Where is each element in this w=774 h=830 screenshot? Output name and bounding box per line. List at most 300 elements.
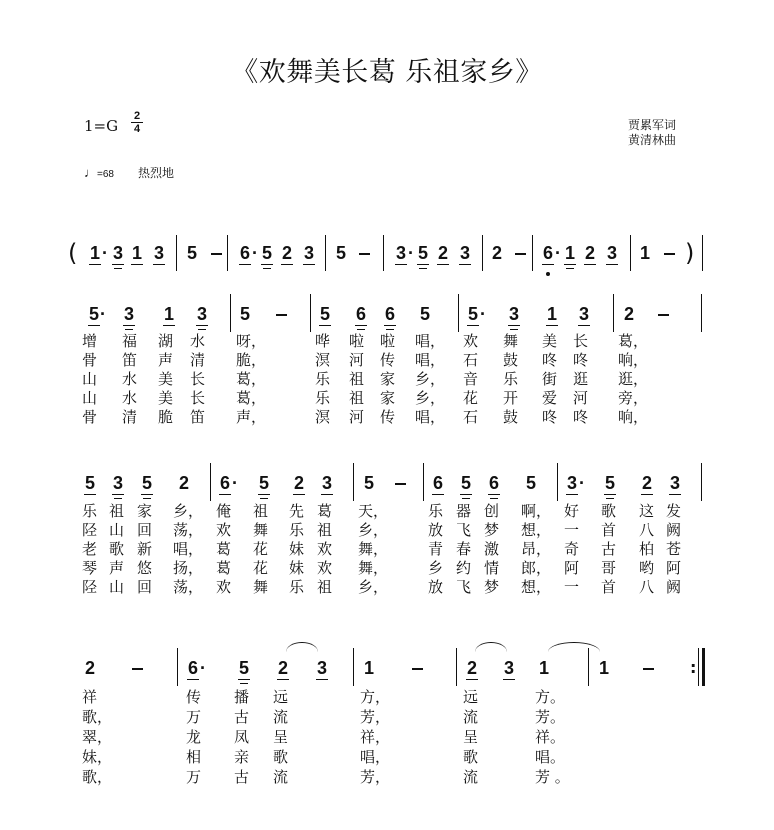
lyric: 脆: [158, 408, 174, 426]
lyric: 俺: [216, 502, 232, 520]
note: 2: [466, 658, 477, 678]
lyric: 响，: [618, 351, 649, 369]
lyric: 乡，: [358, 521, 389, 539]
barline: [532, 235, 533, 271]
lyric: 咚: [573, 351, 589, 369]
lyric: 乐: [315, 370, 331, 388]
lyric: 歌，: [82, 768, 113, 786]
lyric: 情: [484, 559, 500, 577]
lyric: 新: [137, 540, 153, 558]
quarter-note-icon: ♩: [84, 165, 97, 180]
note: 3: [321, 473, 332, 493]
lyric: 相: [186, 748, 202, 766]
lyric: 器: [456, 502, 472, 520]
note: 5: [319, 304, 330, 324]
lyric: 歌: [273, 748, 289, 766]
barline: [557, 463, 558, 501]
lyric: 祖: [317, 578, 333, 596]
lyric: 长: [573, 332, 589, 350]
close-paren: ): [685, 239, 695, 267]
barline: [613, 294, 614, 332]
note: 2: [437, 243, 448, 263]
lyric: 龙: [186, 728, 202, 746]
lyric: 旁，: [618, 389, 649, 407]
repeat-dots: :: [690, 658, 697, 677]
note: 5: [604, 473, 615, 493]
lyric: 河: [349, 351, 365, 369]
lyric: 乡，: [415, 389, 446, 407]
lyric: 欢: [216, 521, 232, 539]
note: 5: [363, 473, 374, 493]
dot: ·: [408, 243, 414, 263]
barline: [701, 463, 702, 501]
lyric: 老: [82, 540, 98, 558]
lyric: 扬，: [173, 559, 204, 577]
lyric: 乐: [289, 521, 305, 539]
lyric: 春: [456, 540, 472, 558]
lyric: 芳，: [360, 708, 391, 726]
lyric: 祥，: [360, 728, 391, 746]
note: 3: [112, 473, 123, 493]
lyric: 葛: [216, 559, 232, 577]
lyric: 溟: [315, 351, 331, 369]
open-paren: (: [68, 239, 78, 267]
lyric: 乐: [315, 389, 331, 407]
lyric: 祥。: [535, 728, 566, 746]
lyric: 唱。: [535, 748, 566, 766]
lyric: 哟: [639, 559, 655, 577]
lyric: 呀，: [236, 332, 267, 350]
barline: [702, 235, 703, 271]
lyric: 芳。: [535, 708, 566, 726]
lyric: 家: [380, 389, 396, 407]
note: 2: [623, 304, 634, 324]
tempo-marking: [84, 165, 114, 180]
note: 5: [258, 473, 269, 493]
barline: [310, 294, 311, 332]
note: 5: [238, 658, 249, 678]
dot: ·: [579, 473, 585, 493]
lyric: 鼓: [503, 351, 519, 369]
note: 3: [508, 304, 519, 324]
lyric: 柏: [639, 540, 655, 558]
lyric: 芳，: [360, 768, 391, 786]
lyric: 苍: [666, 540, 682, 558]
lyric: 流: [463, 768, 479, 786]
score-title: 《欢舞美长葛 乐祖家乡》: [231, 57, 543, 88]
lyric: 传: [380, 408, 396, 426]
lyric: 妹: [289, 540, 305, 558]
barline: [210, 463, 211, 501]
note: 2: [84, 658, 95, 678]
lyric: 万: [186, 708, 202, 726]
note: 3: [112, 243, 123, 263]
lyric: 放: [428, 521, 444, 539]
lyric: 荡，: [173, 521, 204, 539]
lyric: 哗: [315, 332, 331, 350]
lyric: 水: [122, 389, 138, 407]
lyric: 乡: [428, 559, 444, 577]
lyric: 激: [484, 540, 500, 558]
note: 3: [566, 473, 577, 493]
note: 2: [641, 473, 652, 493]
lyric: 唱，: [360, 748, 391, 766]
lyric: 鼓: [503, 408, 519, 426]
lyric: 歌: [463, 748, 479, 766]
note: 5: [467, 304, 478, 324]
barline: [701, 294, 702, 332]
lyric: 万: [186, 768, 202, 786]
note: 3: [578, 304, 589, 324]
lyric: 福: [122, 332, 138, 350]
note: 1: [363, 658, 374, 678]
lyric: 美: [158, 389, 174, 407]
note: 1: [639, 243, 650, 263]
lyric: 歌: [601, 502, 617, 520]
lyric: 奇: [564, 540, 580, 558]
note: 2: [584, 243, 595, 263]
dash: [515, 253, 526, 255]
note: 2: [293, 473, 304, 493]
note: 2: [281, 243, 292, 263]
note: 5: [84, 473, 95, 493]
note: 5: [525, 473, 536, 493]
lyric: 飞: [456, 578, 472, 596]
expression-marking: 热烈地: [138, 166, 175, 180]
lyric: 增: [82, 332, 98, 350]
lyric: 咚: [573, 408, 589, 426]
barline: [325, 235, 326, 271]
time-signature-top: 2: [133, 110, 141, 122]
key-signature: 1=G: [84, 117, 119, 135]
note: 3: [303, 243, 314, 263]
lyric: 笛: [190, 408, 206, 426]
lyric: 祥: [82, 688, 98, 706]
dash: [132, 668, 143, 670]
note: 5: [239, 304, 250, 324]
end-repeat-barline-thick: [702, 648, 705, 686]
lyric: 舞: [253, 521, 269, 539]
lyric: 陉: [82, 578, 98, 596]
lyric: 河: [573, 389, 589, 407]
barline: [353, 648, 354, 686]
lyric: 葛，: [236, 389, 267, 407]
lyric: 响，: [618, 408, 649, 426]
note: 5: [335, 243, 346, 263]
lyric: 呈: [273, 728, 289, 746]
lyric: 舞，: [358, 559, 389, 577]
dot: ·: [102, 243, 108, 263]
lyric: 欢: [216, 578, 232, 596]
dot: ·: [480, 304, 486, 324]
lyric: 欢: [317, 540, 333, 558]
lyric: 美: [158, 370, 174, 388]
lyric: 悠: [137, 559, 153, 577]
lyric: 方。: [535, 688, 566, 706]
lyric: 传: [380, 351, 396, 369]
lyric: 长: [190, 389, 206, 407]
lyric: 回: [137, 578, 153, 596]
tempo-value: =68: [97, 169, 114, 180]
barline: [176, 235, 177, 271]
barline: [383, 235, 384, 271]
dash: [276, 314, 287, 316]
lyric: 爱: [542, 389, 558, 407]
dash: [643, 668, 654, 670]
note-low-octave: 6: [541, 243, 555, 263]
time-signature-bottom: 4: [133, 123, 141, 135]
note: 3: [395, 243, 406, 263]
slur: [286, 642, 318, 652]
lyric: 石: [463, 351, 479, 369]
lyric: 清: [190, 351, 206, 369]
lyric: 远: [463, 688, 479, 706]
lyric: 唱，: [173, 540, 204, 558]
lyric: 阿: [564, 559, 580, 577]
note: 3: [153, 243, 164, 263]
time-signature: [130, 110, 144, 135]
note: 3: [316, 658, 327, 678]
lyric: 八: [639, 521, 655, 539]
note: 1: [538, 658, 549, 678]
lyric: 歌: [109, 540, 125, 558]
lyric: 古: [601, 540, 617, 558]
note: 5: [417, 243, 428, 263]
lyric: 郎，: [521, 559, 552, 577]
lyric: 唱，: [415, 351, 446, 369]
note: 1: [546, 304, 557, 324]
lyric: 唱，: [415, 408, 446, 426]
lyric: 方，: [360, 688, 391, 706]
lyric: 声: [158, 351, 174, 369]
lyric: 乐: [82, 502, 98, 520]
dash: [664, 253, 675, 255]
lyric: 一: [564, 578, 580, 596]
tie: [548, 642, 600, 652]
note: 1: [598, 658, 609, 678]
note: 5: [88, 304, 99, 324]
lyric: 翠，: [82, 728, 113, 746]
lyric: 想，: [521, 521, 552, 539]
barline: [588, 648, 589, 686]
lyric: 欢: [317, 559, 333, 577]
note: 5: [261, 243, 272, 263]
lyric: 声: [109, 559, 125, 577]
lyric: 乐: [289, 578, 305, 596]
lyric: 葛: [216, 540, 232, 558]
note: 5: [141, 473, 152, 493]
lyric: 脆，: [236, 351, 267, 369]
slur: [475, 642, 507, 652]
lyric: 天，: [358, 502, 389, 520]
lyric: 先: [289, 502, 305, 520]
note: 6: [432, 473, 443, 493]
lyric: 乡，: [358, 578, 389, 596]
note: 3: [606, 243, 617, 263]
lyric: 山: [82, 370, 98, 388]
lyric: 古: [234, 768, 250, 786]
composer: 黄清林曲: [628, 133, 677, 147]
lyric: 流: [463, 708, 479, 726]
note: 2: [277, 658, 288, 678]
note: 3: [123, 304, 134, 324]
lyric: 青: [428, 540, 444, 558]
lyric: 葛: [317, 502, 333, 520]
lyric: 舞: [503, 332, 519, 350]
lyric: 花: [463, 389, 479, 407]
lyric: 花: [253, 540, 269, 558]
lyric: 首: [601, 578, 617, 596]
lyric: 乐: [503, 370, 519, 388]
lyric: 一: [564, 521, 580, 539]
lyric: 家: [137, 502, 153, 520]
lyric: 逛: [573, 370, 589, 388]
barline: [456, 648, 457, 686]
lyric: 凤: [234, 728, 250, 746]
lyric: 家: [380, 370, 396, 388]
note: 6: [355, 304, 366, 324]
lyric: 阿: [666, 559, 682, 577]
barline: [230, 294, 231, 332]
lyric: 阙: [666, 578, 682, 596]
lyric: 八: [639, 578, 655, 596]
dash: [211, 253, 222, 255]
lyric: 湖: [158, 332, 174, 350]
lyric: 啦: [380, 332, 396, 350]
note: 6: [187, 658, 198, 678]
lyric: 回: [137, 521, 153, 539]
lyric: 乡，: [173, 502, 204, 520]
lyric: 葛，: [236, 370, 267, 388]
barline: [423, 463, 424, 501]
lyric: 哥: [601, 559, 617, 577]
dot: ·: [232, 473, 238, 493]
lyric: 葛，: [618, 332, 649, 350]
note: 3: [196, 304, 207, 324]
lyric: 乐: [428, 502, 444, 520]
barline: [353, 463, 354, 501]
lyric: 欢: [463, 332, 479, 350]
note: 5: [419, 304, 430, 324]
lyric: 阙: [666, 521, 682, 539]
dash: [412, 668, 423, 670]
note: 5: [460, 473, 471, 493]
lyric: 乡，: [415, 370, 446, 388]
lyric: 芳 。: [535, 768, 570, 786]
lyric: 美: [542, 332, 558, 350]
lyric: 舞，: [358, 540, 389, 558]
note: 6: [488, 473, 499, 493]
lyric: 放: [428, 578, 444, 596]
lyric: 声，: [236, 408, 267, 426]
lyric: 清: [122, 408, 138, 426]
lyric: 发: [666, 502, 682, 520]
lyric: 荡，: [173, 578, 204, 596]
dash: [395, 483, 406, 485]
lyric: 河: [349, 408, 365, 426]
lyric: 啦: [349, 332, 365, 350]
note: 6: [384, 304, 395, 324]
lyric: 骨: [82, 351, 98, 369]
lyric: 创: [484, 502, 500, 520]
note: 2: [178, 473, 189, 493]
lyric: 祖: [317, 521, 333, 539]
lyric: 水: [190, 332, 206, 350]
lyric: 这: [639, 502, 655, 520]
lyric: 花: [253, 559, 269, 577]
lyric: 开: [503, 389, 519, 407]
barline: [458, 294, 459, 332]
lyric: 妹，: [82, 748, 113, 766]
barline: [177, 648, 178, 686]
barline: [227, 235, 228, 271]
note: 1: [163, 304, 174, 324]
note: 5: [186, 243, 197, 263]
lyric: 祖: [349, 389, 365, 407]
lyric: 流: [273, 768, 289, 786]
lyric: 山: [109, 521, 125, 539]
note: 6: [239, 243, 250, 263]
end-repeat-barline-thin: [698, 648, 699, 686]
lyric: 首: [601, 521, 617, 539]
lyric: 昂，: [521, 540, 552, 558]
lyric: 梦: [484, 578, 500, 596]
lyric: 想，: [521, 578, 552, 596]
dash: [359, 253, 370, 255]
lyric: 呈: [463, 728, 479, 746]
lyric: 祖: [253, 502, 269, 520]
note: 1: [131, 243, 142, 263]
lyric: 飞: [456, 521, 472, 539]
lyric: 骨: [82, 408, 98, 426]
dot: ·: [200, 658, 206, 678]
note: 1: [89, 243, 100, 263]
lyric: 水: [122, 370, 138, 388]
lyric: 咚: [542, 408, 558, 426]
lyric: 唱，: [415, 332, 446, 350]
note: 6: [219, 473, 230, 493]
lyric: 陉: [82, 521, 98, 539]
lyric: 亲: [234, 748, 250, 766]
dot: ·: [555, 243, 561, 263]
lyricist: 贾累军词: [628, 118, 677, 132]
lyric: 古: [234, 708, 250, 726]
lyric: 山: [109, 578, 125, 596]
note: 3: [669, 473, 680, 493]
lyric: 溟: [315, 408, 331, 426]
lyric: 祖: [109, 502, 125, 520]
dot: ·: [252, 243, 258, 263]
lyric: 咚: [542, 351, 558, 369]
lyric: 山: [82, 389, 98, 407]
lyric: 约: [456, 559, 472, 577]
lyric: 琴: [82, 559, 98, 577]
lyric: 祖: [349, 370, 365, 388]
note: 3: [503, 658, 514, 678]
lyric: 逛，: [618, 370, 649, 388]
note: 3: [459, 243, 470, 263]
credits: [628, 118, 676, 148]
barline: [630, 235, 631, 271]
lyric: 长: [190, 370, 206, 388]
barline: [482, 235, 483, 271]
lyric: 播: [234, 688, 250, 706]
lyric: 梦: [484, 521, 500, 539]
lyric: 远: [273, 688, 289, 706]
lyric: 歌，: [82, 708, 113, 726]
dot: ·: [100, 304, 106, 324]
lyric: 街: [542, 370, 558, 388]
